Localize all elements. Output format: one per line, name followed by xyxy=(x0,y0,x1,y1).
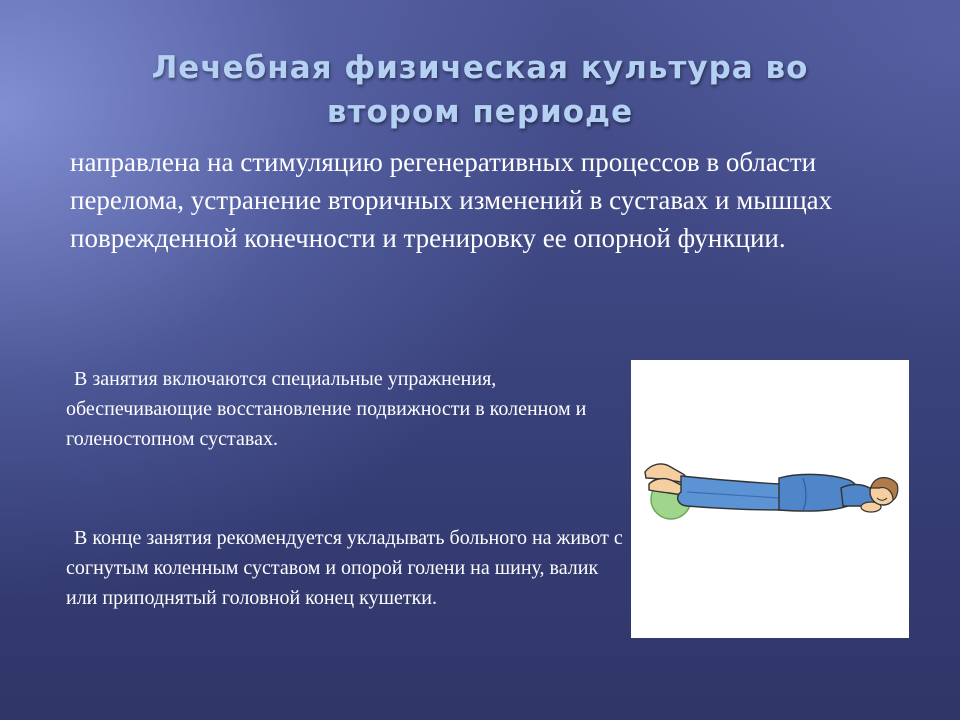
prone-lying-person-illustration xyxy=(631,360,909,638)
paragraph-exercises: В занятия включаются специальные упражнения, обеспечивающие восстановление подвижности в коленном и голеностопном суставах. xyxy=(66,368,587,450)
paragraph-positioning: В конце занятия рекомендуется укладывать больного на живот с согнутым коленным суставом и опорой голени на шину, валик или приподнятый головной конец кушетки. xyxy=(66,527,623,609)
slide-title-line-2: втором периоде xyxy=(326,94,634,130)
exercise-illustration xyxy=(631,360,909,638)
slide-title-line-1: Лечебная физическая культура во xyxy=(151,50,809,86)
slide-title xyxy=(60,46,900,134)
main-text: направлена на стимуляцию регенеративных процессов в области перелома, устранение вторичных изменений в суставах и мышцах поврежденной конечности и тренировку ее опорной функции. xyxy=(70,147,833,253)
